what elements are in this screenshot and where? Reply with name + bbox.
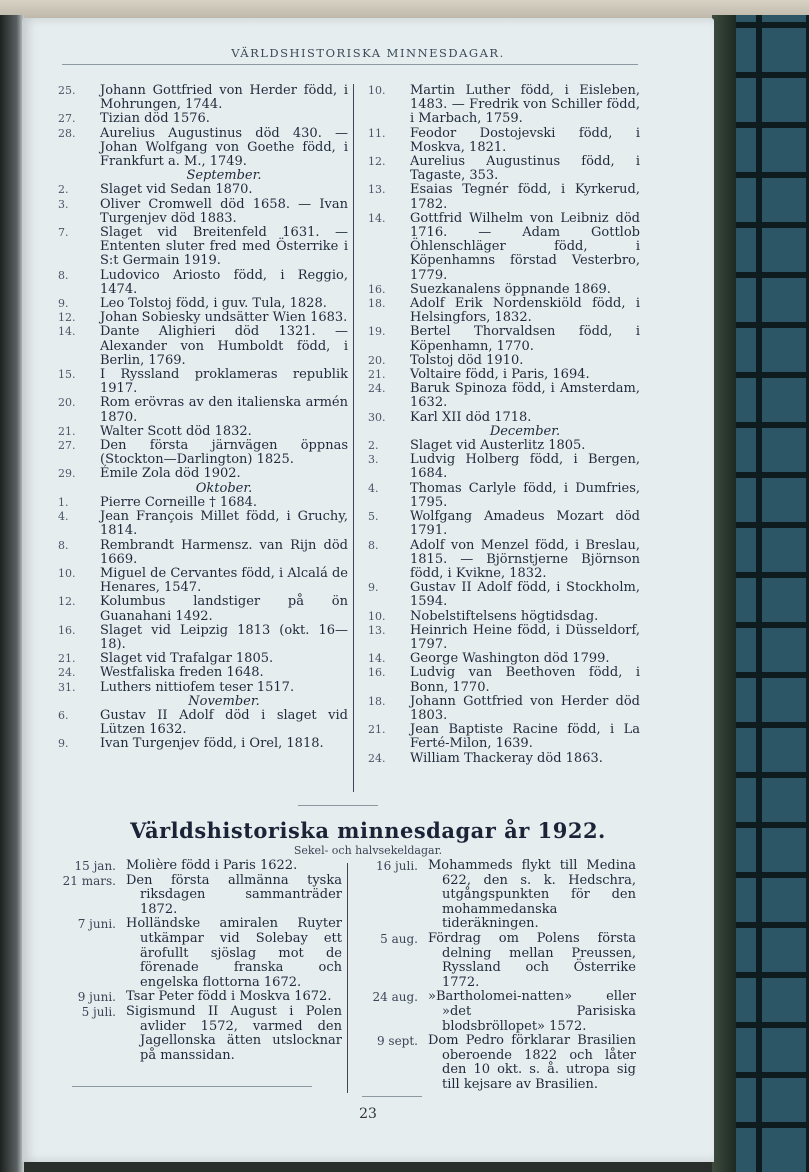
anniversary-entry bbox=[50, 874, 342, 918]
entry-text: Johann Gottfried von Herder född, i Mohrungen, 1744. bbox=[100, 83, 348, 113]
entry-text: Kolumbus landstiger på ön Guanahani 1492. bbox=[100, 594, 348, 624]
day-number: 19. bbox=[368, 325, 386, 339]
anniversary-text: Tsar Peter född i Moskva 1672. bbox=[126, 989, 332, 1005]
date-entry bbox=[58, 112, 348, 126]
anniversary-entry bbox=[50, 917, 342, 990]
date-entry bbox=[58, 84, 348, 112]
entry-text: Tolstoj död 1910. bbox=[410, 352, 524, 368]
day-number: 13. bbox=[368, 183, 386, 197]
entry-text: Slaget vid Breitenfeld 1631. — Ententen sluter fred med Österrike i S:t Germain 1919. bbox=[100, 225, 348, 269]
entry-text: Gottfrid Wilhelm von Leibniz död 1716. — Adam Gottlob Öhlenschläger född, i Köpenhamns förstad Vesterbro, 1779. bbox=[410, 210, 640, 283]
entry-text: Miguel de Cervantes född, i Alcalá de Henares, 1547. bbox=[100, 565, 348, 596]
date-entry bbox=[58, 652, 348, 666]
day-number: 21. bbox=[368, 723, 386, 737]
date-entry bbox=[58, 624, 348, 652]
date-entry bbox=[58, 297, 348, 311]
entry-text: Émile Zola död 1902. bbox=[100, 466, 241, 482]
date-entry bbox=[368, 368, 640, 382]
date-entry bbox=[368, 283, 640, 297]
day-number: 8. bbox=[58, 268, 69, 282]
entry-text: Tizian död 1576. bbox=[100, 111, 210, 127]
entry-text: Martin Luther född, i Eisleben, 1483. — Fredrik von Schiller född, i Marbach, 1759. bbox=[410, 83, 640, 127]
anniversary-entry bbox=[352, 990, 636, 1034]
date-entry bbox=[368, 411, 640, 425]
day-number: 6. bbox=[58, 708, 69, 722]
date-entry bbox=[368, 183, 640, 211]
date-entry bbox=[368, 695, 640, 723]
date-entry bbox=[58, 226, 348, 269]
anniversary-date: 21 mars. bbox=[62, 873, 116, 888]
date-entry bbox=[58, 311, 348, 325]
entry-text: Aurelius Augustinus död 430. — Johan Wolfgang von Goethe född, i Frankfurt a. M., 1749. bbox=[100, 125, 348, 170]
date-entry bbox=[58, 681, 348, 695]
day-number: 11. bbox=[368, 126, 386, 140]
header-rule bbox=[62, 64, 638, 65]
date-entry bbox=[368, 382, 640, 410]
book-cover-edge bbox=[712, 15, 736, 1172]
date-entry bbox=[368, 624, 640, 652]
date-entry bbox=[58, 737, 348, 751]
day-number: 2. bbox=[368, 439, 379, 453]
date-entry bbox=[368, 652, 640, 666]
section-divider bbox=[347, 863, 348, 1093]
anniversary-date: 24 aug. bbox=[372, 990, 418, 1005]
column-divider bbox=[353, 84, 354, 792]
day-number: 14. bbox=[368, 652, 386, 666]
entry-text: Rom erövras av den italienska armén 1870. bbox=[100, 395, 348, 425]
day-number: 10. bbox=[368, 84, 386, 97]
anniversary-text: Mohammeds flykt till Medina 622, den s. k. Hedschra, utgångspunkten för den mohammedanska tideräkningen. bbox=[428, 858, 636, 932]
day-number: 28. bbox=[58, 126, 76, 140]
book-page bbox=[22, 18, 714, 1162]
bottom-rule-right bbox=[362, 1096, 422, 1097]
day-number: 27. bbox=[58, 112, 76, 126]
entry-text: Adolf von Menzel född, i Breslau, 1815. — Björnstjerne Björnson född, i Kvikne, 1832. bbox=[410, 537, 640, 581]
date-entry bbox=[368, 325, 640, 353]
entry-text: Adolf Erik Nordenskiöld född, i Helsingfors, 1832. bbox=[410, 296, 640, 326]
date-entry bbox=[58, 183, 348, 197]
day-number: 1. bbox=[58, 495, 69, 509]
entry-text: Ludvig Holberg född, i Bergen, 1684. bbox=[410, 452, 640, 482]
day-number: 31. bbox=[58, 680, 76, 694]
entry-text: Johann Gottfried von Herder död 1803. bbox=[410, 693, 640, 723]
month-heading: Oktober. bbox=[195, 480, 253, 496]
anniversary-date: 7 juni. bbox=[77, 917, 116, 932]
date-entry bbox=[368, 723, 640, 751]
day-number: 4. bbox=[368, 481, 379, 495]
day-number: 9. bbox=[58, 737, 69, 751]
date-entry bbox=[58, 496, 348, 510]
entry-text: Slaget vid Trafalgar 1805. bbox=[100, 651, 274, 667]
date-entry bbox=[368, 84, 640, 127]
entry-text: Dante Alighieri död 1321. — Alexander von Humboldt född, i Berlin, 1769. bbox=[100, 324, 348, 368]
date-entry bbox=[58, 510, 348, 538]
anniversary-entry bbox=[352, 1034, 636, 1092]
entry-text: Slaget vid Austerlitz 1805. bbox=[410, 438, 586, 454]
day-number: 5. bbox=[368, 510, 379, 524]
day-number: 24. bbox=[368, 382, 386, 396]
page-number: 23 bbox=[359, 1106, 377, 1122]
right-column bbox=[368, 84, 640, 766]
day-number: 21. bbox=[368, 368, 386, 382]
date-entry bbox=[58, 666, 348, 680]
section-subtitle: Sekel- och halvsekeldagar. bbox=[293, 844, 443, 857]
day-number: 24. bbox=[368, 751, 386, 765]
entry-text: Wolfgang Amadeus Mozart död 1791. bbox=[410, 509, 640, 539]
running-head: VÄRLDSHISTORISKA MINNESDAGAR. bbox=[231, 46, 505, 60]
date-entry bbox=[58, 198, 348, 226]
date-entry bbox=[368, 127, 640, 155]
day-number: 12. bbox=[368, 155, 386, 169]
date-entry bbox=[368, 354, 640, 368]
book-left-edge bbox=[0, 15, 24, 1172]
anniversary-text: Holländske amiralen Ruyter utkämpar vid Solebay ett ärofullt sjöslag mot de förenade franska och engelska flottorna 1672. bbox=[126, 916, 342, 990]
day-number: 20. bbox=[368, 353, 386, 367]
day-number: 12. bbox=[58, 595, 76, 609]
entry-text: Leo Tolstoj född, i guv. Tula, 1828. bbox=[100, 296, 327, 312]
entry-text: Ivan Turgenjev född, i Orel, 1818. bbox=[100, 736, 324, 752]
entry-text: Nobelstiftelsens högtidsdag. bbox=[410, 608, 599, 624]
anniversary-text: Molière född i Paris 1622. bbox=[126, 858, 298, 873]
day-number: 10. bbox=[368, 609, 386, 623]
section-right-column bbox=[352, 859, 636, 1093]
date-entry bbox=[368, 482, 640, 510]
date-entry bbox=[368, 666, 640, 694]
anniversary-entry bbox=[352, 932, 636, 990]
entry-text: Ludovico Ariosto född, i Reggio, 1474. bbox=[100, 267, 348, 297]
anniversary-date: 9 juni. bbox=[77, 990, 116, 1005]
entry-text: Ludvig van Beethoven född, i Bonn, 1770. bbox=[410, 665, 640, 695]
day-number: 21. bbox=[58, 424, 76, 438]
date-entry bbox=[368, 752, 640, 766]
anniversary-entry bbox=[50, 990, 342, 1005]
date-entry bbox=[58, 396, 348, 424]
date-entry bbox=[368, 212, 640, 283]
anniversary-text: Den första allmänna tyska riksdagen sammanträder 1872. bbox=[126, 872, 342, 917]
entry-text: Den första järnvägen öppnas (Stockton—Darlington) 1825. bbox=[100, 438, 348, 468]
entry-text: William Thackeray död 1863. bbox=[410, 750, 603, 766]
day-number: 18. bbox=[368, 694, 386, 708]
anniversary-date: 16 juli. bbox=[375, 859, 418, 873]
day-number: 10. bbox=[58, 566, 76, 580]
anniversary-date: 9 sept. bbox=[376, 1034, 418, 1049]
anniversary-entry bbox=[50, 1005, 342, 1063]
anniversary-text: Fördrag om Polens första delning mellan Preussen, Ryssland och Österrike 1772. bbox=[428, 930, 636, 990]
date-entry bbox=[58, 269, 348, 297]
date-entry bbox=[58, 368, 348, 396]
day-number: 16. bbox=[368, 282, 386, 296]
date-entry bbox=[368, 581, 640, 609]
date-entry bbox=[368, 155, 640, 183]
day-number: 30. bbox=[368, 410, 386, 424]
day-number: 25. bbox=[58, 84, 76, 97]
date-entry bbox=[368, 453, 640, 481]
anniversary-date: 5 aug. bbox=[380, 931, 418, 946]
entry-text: I Ryssland proklameras republik 1917. bbox=[100, 367, 348, 397]
day-number: 14. bbox=[368, 211, 386, 225]
entry-text: Gustav II Adolf död i slaget vid Lützen 1632. bbox=[100, 707, 348, 738]
day-number: 9. bbox=[368, 581, 379, 595]
entry-text: Gustav II Adolf född, i Stockholm, 1594. bbox=[410, 580, 640, 610]
date-entry bbox=[58, 325, 348, 368]
anniversary-text: »Bartholomei-natten» eller »det Parisiska blodsbröllopet» 1572. bbox=[428, 989, 636, 1034]
day-number: 7. bbox=[58, 226, 69, 240]
entry-text: George Washington död 1799. bbox=[410, 651, 610, 667]
anniversary-entry bbox=[50, 859, 342, 874]
day-number: 2. bbox=[58, 183, 69, 197]
entry-text: Bertel Thorvaldsen född, i Köpenhamn, 1770. bbox=[410, 324, 640, 354]
date-entry bbox=[58, 539, 348, 567]
day-number: 14. bbox=[58, 325, 76, 339]
entry-text: Jean François Millet född, i Gruchy, 1814. bbox=[100, 509, 348, 539]
anniversary-entry bbox=[352, 859, 636, 932]
day-number: 9. bbox=[58, 297, 69, 311]
month-heading: December. bbox=[489, 423, 561, 439]
entry-text: Jean Baptiste Racine född, i La Ferté-Milon, 1639. bbox=[410, 722, 640, 752]
entry-text: Karl XII död 1718. bbox=[410, 409, 532, 425]
day-number: 29. bbox=[58, 467, 76, 481]
entry-text: Thomas Carlyle född, i Dumfries, 1795. bbox=[410, 480, 640, 510]
entry-text: Heinrich Heine född, i Düsseldorf, 1797. bbox=[410, 622, 640, 652]
entry-text: Luthers nittiofem teser 1517. bbox=[100, 679, 295, 695]
date-entry bbox=[368, 610, 640, 624]
entry-text: Westfaliska freden 1648. bbox=[100, 665, 264, 681]
date-entry bbox=[58, 595, 348, 623]
date-entry bbox=[58, 709, 348, 737]
left-column bbox=[58, 84, 348, 752]
anniversary-text: Sigismund II August i Polen avlider 1572, varmed den Jagellonska ätten utslocknar på manssidan. bbox=[126, 1003, 342, 1063]
entry-text: Suezkanalens öppnande 1869. bbox=[410, 281, 611, 297]
day-number: 24. bbox=[58, 666, 76, 680]
section-rule bbox=[298, 805, 378, 806]
date-entry bbox=[58, 567, 348, 595]
date-entry bbox=[58, 425, 348, 439]
day-number: 4. bbox=[58, 510, 69, 524]
date-entry bbox=[368, 439, 640, 453]
entry-text: Walter Scott död 1832. bbox=[100, 423, 252, 439]
day-number: 8. bbox=[368, 538, 379, 552]
section-title: Världshistoriska minnesdagar år 1922. bbox=[130, 818, 606, 843]
day-number: 16. bbox=[368, 666, 386, 680]
day-number: 3. bbox=[368, 453, 379, 467]
anniversary-date: 15 jan. bbox=[74, 859, 116, 873]
entry-text: Oliver Cromwell död 1658. — Ivan Turgenjev död 1883. bbox=[100, 196, 348, 226]
date-entry bbox=[368, 510, 640, 538]
entry-text: Feodor Dostojevski född, i Moskva, 1821. bbox=[410, 125, 640, 155]
day-number: 20. bbox=[58, 396, 76, 410]
day-number: 18. bbox=[368, 297, 386, 311]
entry-text: Aurelius Augustinus född, i Tagaste, 353. bbox=[410, 154, 640, 184]
date-entry bbox=[58, 439, 348, 467]
entry-text: Johan Sobiesky undsätter Wien 1683. bbox=[100, 310, 348, 326]
entry-text: Rembrandt Harmensz. van Rijn död 1669. bbox=[100, 537, 348, 567]
day-number: 16. bbox=[58, 623, 76, 637]
day-number: 12. bbox=[58, 311, 76, 325]
section-left-column bbox=[50, 859, 342, 1063]
entry-text: Voltaire född, i Paris, 1694. bbox=[410, 367, 590, 383]
entry-text: Baruk Spinoza född, i Amsterdam, 1632. bbox=[410, 381, 640, 411]
entry-text: Pierre Corneille † 1684. bbox=[100, 494, 258, 510]
month-heading: November. bbox=[188, 693, 260, 709]
date-entry bbox=[58, 127, 348, 170]
entry-text: Slaget vid Leipzig 1813 (okt. 16—18). bbox=[100, 622, 348, 652]
month-heading: September. bbox=[186, 168, 262, 184]
bottom-rule-left bbox=[72, 1086, 312, 1087]
entry-text: Esaias Tegnér född, i Kyrkerud, 1782. bbox=[410, 182, 640, 212]
date-entry bbox=[368, 539, 640, 582]
day-number: 27. bbox=[58, 439, 76, 453]
day-number: 8. bbox=[58, 538, 69, 552]
day-number: 15. bbox=[58, 368, 76, 382]
date-entry bbox=[58, 467, 348, 481]
day-number: 21. bbox=[58, 652, 76, 666]
entry-text: Slaget vid Sedan 1870. bbox=[100, 182, 253, 198]
day-number: 3. bbox=[58, 197, 69, 211]
anniversary-date: 5 juli. bbox=[81, 1004, 116, 1019]
anniversary-text: Dom Pedro förklarar Brasilien oberoende 1822 och låter den 10 okt. s. å. utropa sig till kejsare av Brasilien. bbox=[428, 1033, 636, 1092]
date-entry bbox=[368, 297, 640, 325]
day-number: 13. bbox=[368, 623, 386, 637]
